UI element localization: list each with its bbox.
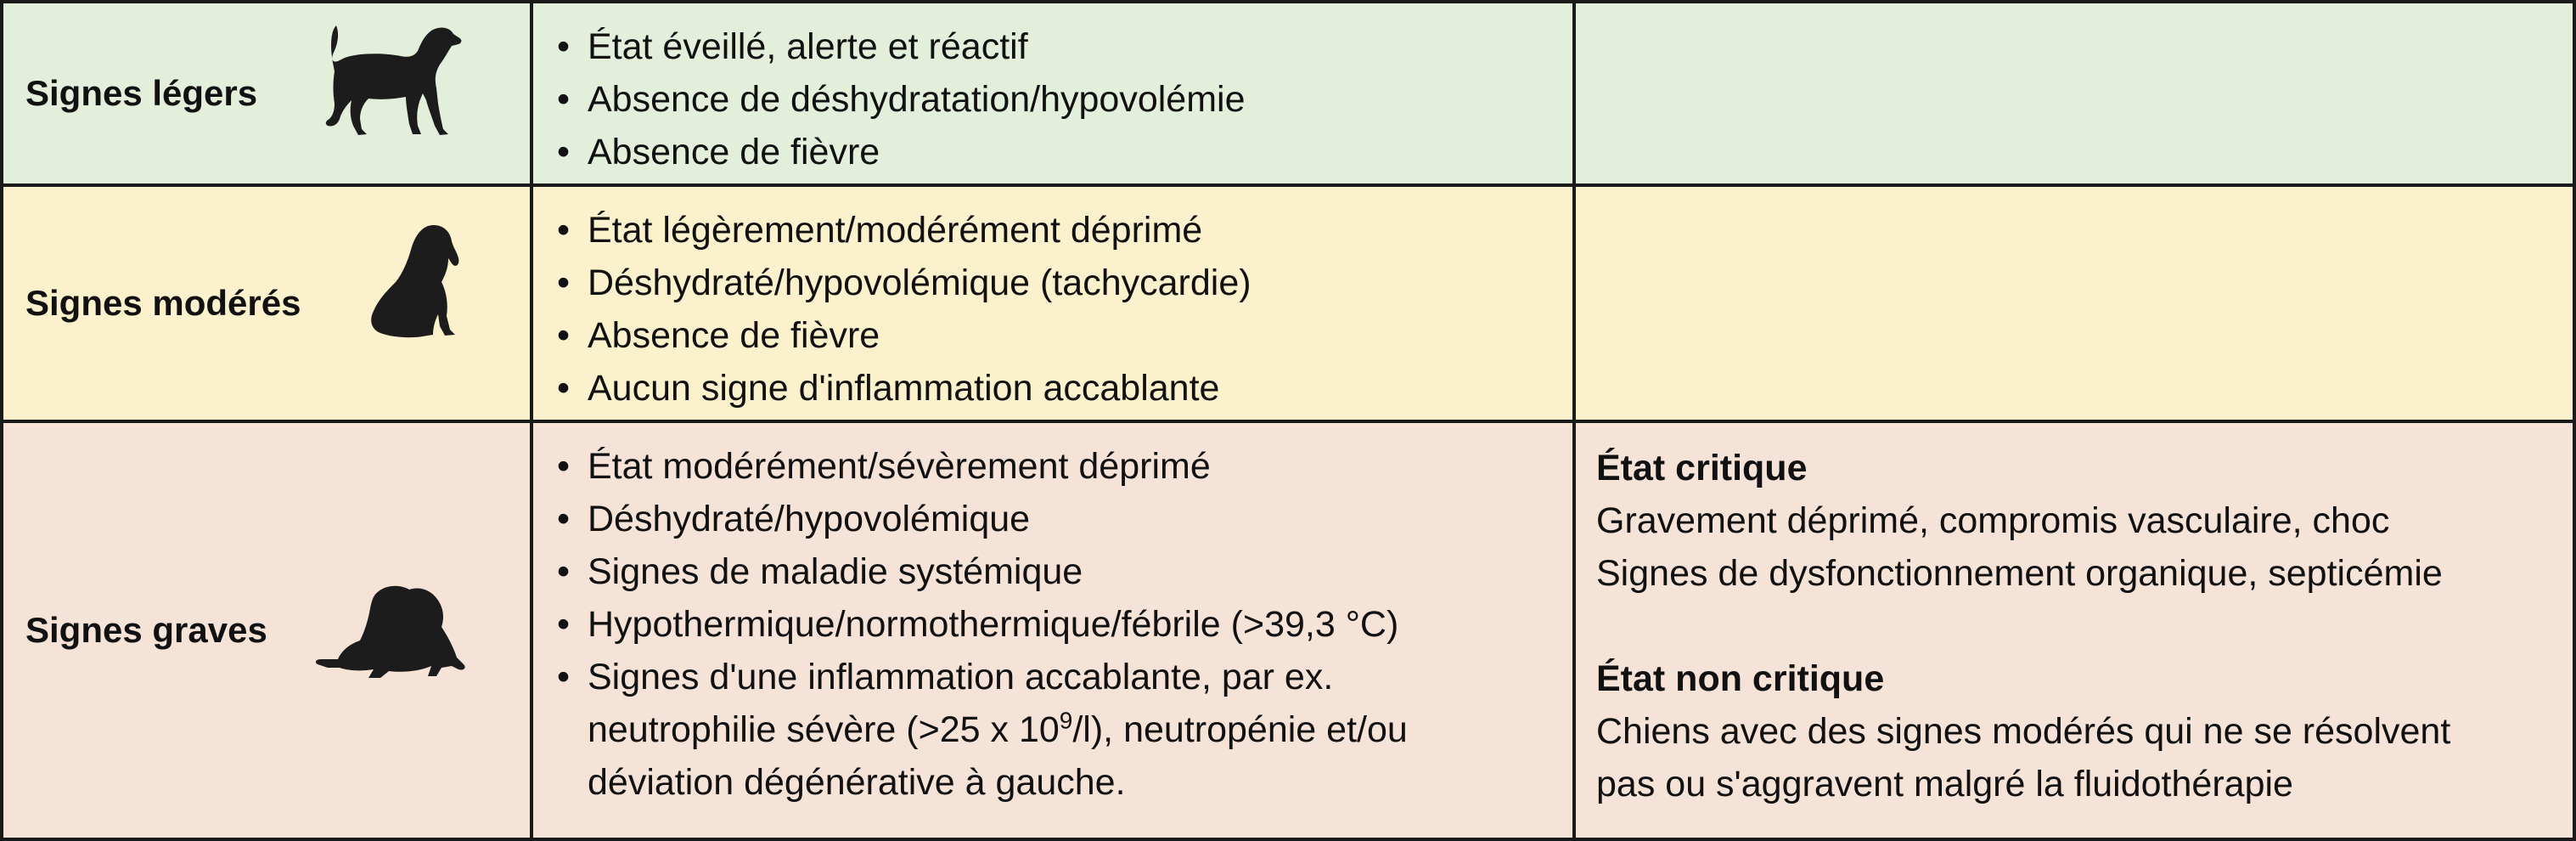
list-item: • Signes de maladie systémique (554, 545, 1555, 598)
list-item-line: /l), neutropénie et/ou (1072, 709, 1408, 750)
severe-signs-cell (533, 423, 1576, 838)
list-item (554, 651, 1555, 809)
list-item-line: neutrophilie sévère (>25 x 10 (588, 709, 1060, 750)
row-label: Signes légers (25, 73, 258, 113)
list-item: • Déshydraté/hypovolémique (tachycardie) (554, 257, 1555, 309)
non-critical-line: Chiens avec des signes modérés qui ne se résolvent (1596, 711, 2451, 752)
sitting-dog-icon (368, 221, 464, 341)
mild-signs-cell (533, 3, 1576, 187)
row-label: Signes graves (25, 610, 267, 650)
moderate-extra-cell (1576, 187, 2573, 423)
spacer (1596, 600, 2559, 652)
moderate-label-cell (3, 187, 533, 423)
mild-extra-cell (1576, 3, 2573, 187)
list-item: • État légèrement/modérément déprimé (554, 204, 1555, 257)
non-critical-line: pas ou s'aggravent malgré la fluidothérapie (1596, 764, 2293, 804)
status-description (1596, 442, 2559, 810)
critical-line: Signes de dysfonctionnement organique, septicémie (1596, 553, 2443, 594)
critical-line: Gravement déprimé, compromis vasculaire, choc (1596, 500, 2390, 541)
list-item: • Hypothermique/normothermique/fébrile (>39,3 °C) (554, 598, 1555, 651)
critical-heading: État critique (1596, 448, 1808, 488)
mild-signs-list (554, 20, 1555, 178)
list-item-line: déviation dégénérative à gauche. (588, 762, 1126, 803)
list-item: • Absence de fièvre (554, 309, 1555, 362)
list-item: • Déshydraté/hypovolémique (554, 493, 1555, 545)
severe-signs-list (554, 440, 1555, 809)
moderate-signs-list (554, 204, 1555, 415)
severe-label-cell (3, 423, 533, 838)
list-item: • État éveillé, alerte et réactif (554, 20, 1555, 73)
lying-dog-icon (312, 583, 467, 681)
severe-status-cell (1576, 423, 2573, 838)
non-critical-heading: État non critique (1596, 658, 1885, 699)
standing-dog-icon (307, 22, 465, 141)
mild-label-cell (3, 3, 533, 187)
list-item: • État modérément/sévèrement déprimé (554, 440, 1555, 493)
moderate-signs-cell (533, 187, 1576, 423)
list-item-line: Signes d'une inflammation accablante, par ex. (588, 657, 1334, 697)
list-item: • Absence de déshydratation/hypovolémie (554, 73, 1555, 126)
list-item: • Aucun signe d'inflammation accablante (554, 362, 1555, 415)
superscript: 9 (1059, 707, 1073, 734)
row-label: Signes modérés (25, 283, 301, 323)
list-item: • Absence de fièvre (554, 126, 1555, 178)
